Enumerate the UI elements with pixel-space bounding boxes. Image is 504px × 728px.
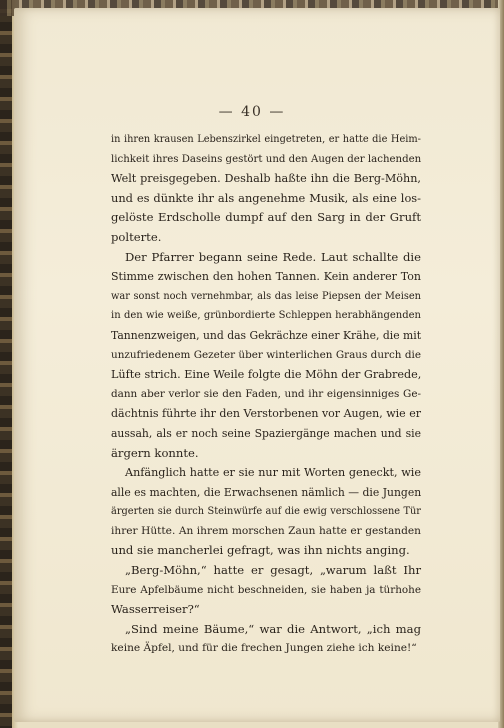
text-line: war sonst noch vernehmbar, als das leise Piepsen der Meisen [111,290,421,302]
text-line: Wasserreiser?“ [111,602,200,617]
text-line: in ihren krausen Lebenszirkel eingetreten, er hatte die Heim- [111,134,421,145]
page-number: — 40 — [218,104,286,120]
text-line: Anfänglich hatte er sie nur mit Worten geneckt, wie [125,466,421,480]
text-line: Welt preisgegeben. Deshalb haßte ihn die Berg-Möhn, [111,172,421,186]
text-line: Lüfte strich. Eine Weile folgte die Möhn der Grabrede, [111,368,422,382]
text-line: Stimme zwischen den hohen Tannen. Kein anderer Ton [111,270,421,284]
text-line: dann aber verlor sie den Faden, und ihr eigensinniges Ge- [111,387,421,400]
text-line: ihrer Hütte. An ihrem morschen Zaun hatte er gestanden [111,524,421,537]
text-line: ärgern konnte. [111,445,199,460]
text-line: ärgerten sie durch Steinwürfe auf die ewig verschlossene Tür [111,506,421,518]
text-line: Tannenzweigen, und das Gekrächze einer Krähe, die mit [111,328,422,342]
text-line: „Sind meine Bäume,“ war die Antwort, „ich mag [125,621,421,636]
text-line: und sie mancherlei gefragt, was ihn nichts anging. [111,543,410,558]
text-line: Eure Apfelbäume nicht beschneiden, sie haben ja türhohe [111,583,421,596]
text-line: aussah, als er noch seine Spaziergänge machen und sie [111,426,421,440]
text-line: Der Pfarrer begann seine Rede. Laut schallte die [125,249,421,264]
text-line: in den wie weiße, grünbordierte Schleppen herabhängenden [111,310,421,322]
text-line: gelöste Erdscholle dumpf auf den Sarg in der Gruft [111,210,421,225]
text-line: unzufriedenem Gezeter über winterlichen Graus durch die [111,348,421,361]
text-line: polterte. [111,229,162,244]
text-line: keine Äpfel, und für die frechen Jungen ziehe ich keine!“ [111,642,417,655]
page-text [111,130,421,659]
text-line: alle es machten, die Erwachsenen nämlich — die Jungen [111,485,422,499]
text-line: und es dünkte ihr als angenehme Musik, als eine los- [111,190,421,205]
text-line: dächtnis führte ihr den Verstorbenen vor Augen, wie er [111,407,421,421]
text-line: „Berg-Möhn,“ hatte er gesagt, „warum laßt Ihr [125,563,421,578]
text-line: lichkeit ihres Daseins gestört und den Augen der lachenden [111,153,422,165]
